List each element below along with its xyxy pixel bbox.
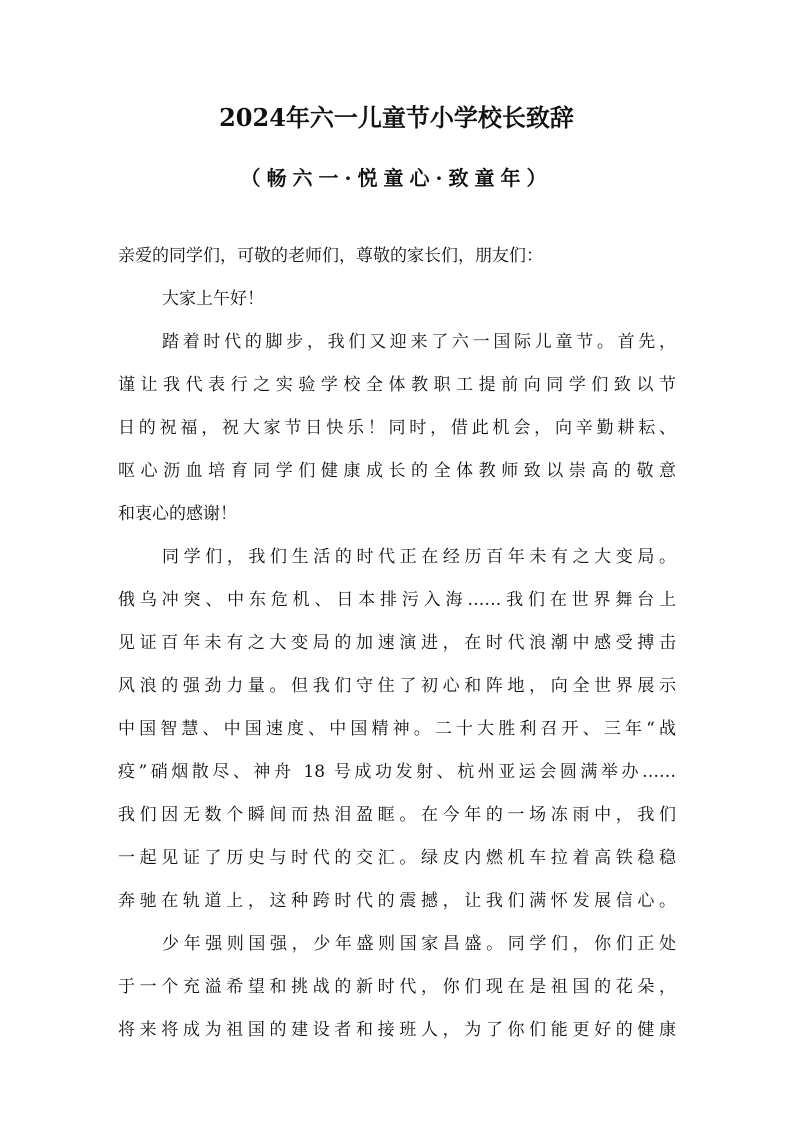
text-line: 奔驰在轨道上，这种跨时代的震撼，让我们满怀发展信心。 bbox=[118, 891, 676, 911]
text-line: 一起见证了历史与时代的交汇。绿皮内燃机车拉着高铁稳稳 bbox=[118, 848, 676, 868]
text-line: 同学们，我们生活的时代正在经历百年未有之大变局。 bbox=[162, 547, 676, 567]
document-body bbox=[118, 242, 676, 1059]
text-line: 俄乌冲突、中东危机、日本排污入海……我们在世界舞台上 bbox=[118, 590, 676, 610]
text-line: 和衷心的感谢！ bbox=[118, 504, 237, 524]
text-line: 大家上午好！ bbox=[162, 289, 264, 309]
text-line: 亲爱的同学们，可敬的老师们，尊敬的家长们，朋友们： bbox=[118, 246, 543, 266]
text-line: 风浪的强劲力量。但我们守住了初心和阵地，向全世界展示 bbox=[118, 676, 676, 696]
text-line: 我们因无数个瞬间而热泪盈眶。在今年的一场冻雨中，我们 bbox=[118, 805, 676, 825]
text-line: 日的祝福，祝大家节日快乐！同时，借此机会，向辛勤耕耘、 bbox=[118, 418, 676, 438]
text-line: 谨让我代表行之实验学校全体教职工提前向同学们致以节 bbox=[118, 375, 676, 395]
document-subtitle: （畅六一·悦童心·致童年） bbox=[240, 166, 553, 190]
document-title: 2024年六一儿童节小学校长致辞 bbox=[219, 103, 574, 132]
text-line: 见证百年未有之大变局的加速演进，在时代浪潮中感受搏击 bbox=[118, 633, 676, 653]
text-line: 疫”硝烟散尽、神舟 18 号成功发射、杭州亚运会圆满举办…… bbox=[118, 762, 676, 782]
text-line: 中国智慧、中国速度、中国精神。二十大胜利召开、三年“战 bbox=[118, 719, 676, 739]
text-line: 于一个充溢希望和挑战的新时代，你们现在是祖国的花朵， bbox=[118, 977, 676, 997]
text-line: 踏着时代的脚步，我们又迎来了六一国际儿童节。首先， bbox=[162, 332, 676, 352]
text-line: 少年强则国强，少年盛则国家昌盛。同学们，你们正处 bbox=[162, 934, 676, 954]
text-line: 呕心沥血培育同学们健康成长的全体教师致以崇高的敬意 bbox=[118, 461, 676, 481]
text-line: 将来将成为祖国的建设者和接班人，为了你们能更好的健康 bbox=[118, 1020, 676, 1040]
